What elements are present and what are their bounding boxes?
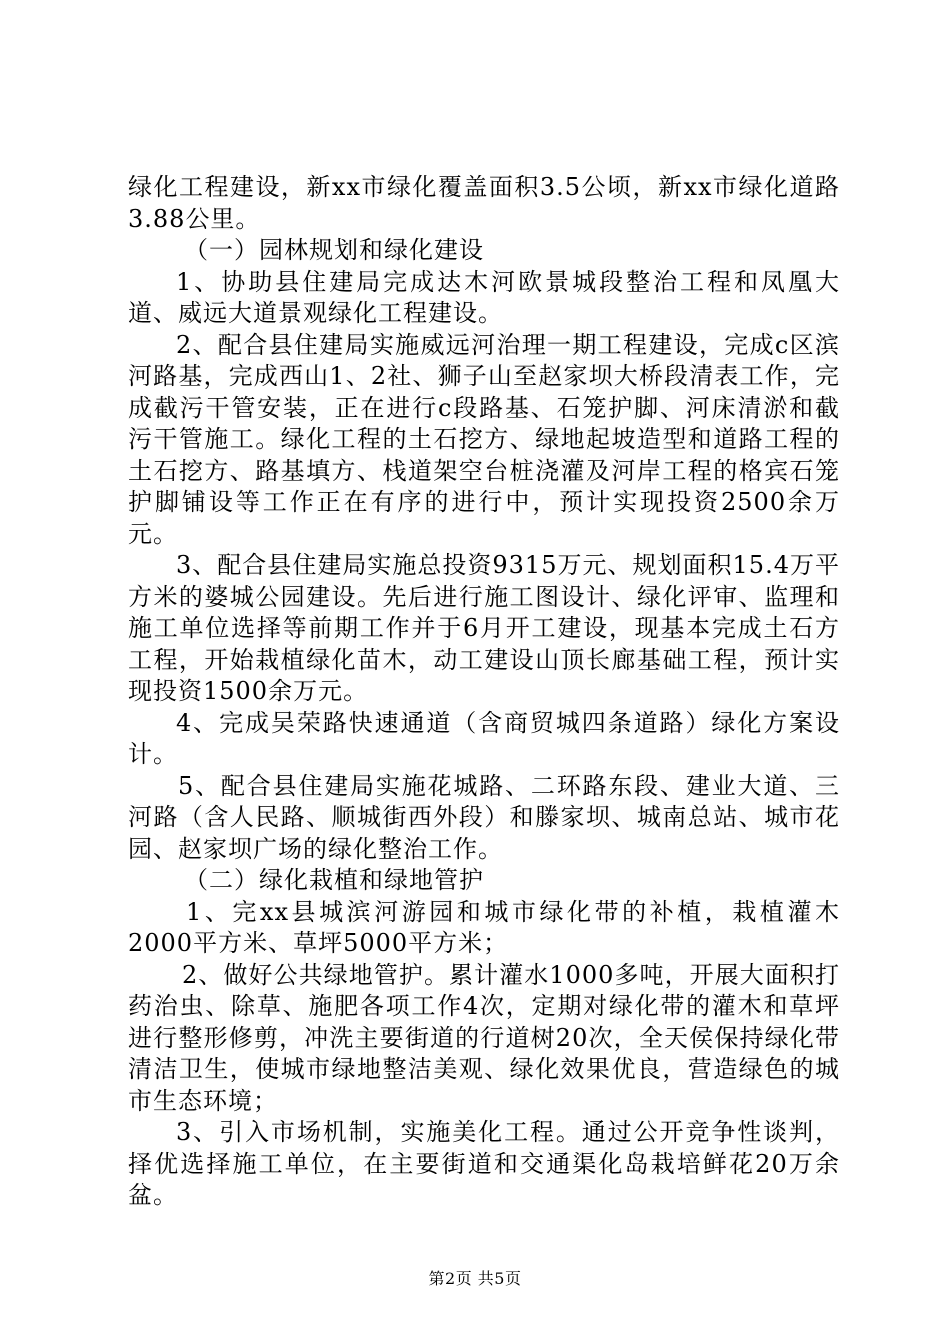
document-body xyxy=(128,172,840,1212)
paragraph-item-2: 2、配合县住建局实施威远河治理一期工程建设，完成c区滨河路基，完成西山1、2社、狮子山至赵家坝大桥段清表工作，完成截污干管安装，正在进行c段路基、石笼护脚、河床清淤和截污干管施工。绿化工程的土石挖方、绿地起坡造型和道路工程的土石挖方、路基填方、栈道架空台桩浇灌及河岸工程的格宾石笼护脚铺设等工作正在有序的进行中，预计实现投资2500余万元。 xyxy=(128,330,840,548)
paragraph-item-6: 1、完xx县城滨河游园和城市绿化带的补植，栽植灌木2000平方米、草坪5000平方米； xyxy=(128,897,840,957)
paragraph-item-5: 5、配合县住建局实施花城路、二环路东段、建业大道、三河路（含人民路、顺城街西外段）和滕家坝、城南总站、城市花园、赵家坝广场的绿化整治工作。 xyxy=(128,771,840,863)
paragraph-item-8: 3、引入市场机制，实施美化工程。通过公开竞争性谈判，择优选择施工单位，在主要街道和交通渠化岛栽培鲜花20万余盆。 xyxy=(128,1118,840,1209)
paragraph-continuation: 绿化工程建设，新xx市绿化覆盖面积3.5公顷，新xx市绿化道路3.88公里。 xyxy=(128,173,840,233)
paragraph-item-7: 2、做好公共绿地管护。累计灌水1000多吨，开展大面积打药治虫、除草、施肥各项工作4次，定期对绿化带的灌木和草坪进行整形修剪，冲洗主要街道的行道树20次，全天侯保持绿化带清洁卫生，使城市绿地整洁美观、绿化效果优良，营造绿色的城市生态环境； xyxy=(128,960,840,1115)
paragraph-item-1: 1、协助县住建局完成达木河欧景城段整治工程和凤凰大道、威远大道景观绿化工程建设。 xyxy=(128,267,840,327)
paragraph-item-4: 4、完成吴荣路快速通道（含商贸城四条道路）绿化方案设计。 xyxy=(128,708,840,768)
section-heading-2: （二）绿化栽植和绿地管护 xyxy=(184,866,484,894)
page-number-footer: 第2页 共5页 xyxy=(428,1269,522,1288)
paragraph-item-3: 3、配合县住建局实施总投资9315万元、规划面积15.4万平方米的婆城公园建设。先后进行施工图设计、绿化评审、监理和施工单位选择等前期工作并于6月开工建设，现基本完成土石方工程，开始栽植绿化苗木，动工建设山顶长廊基础工程，预计实现投资1500余万元。 xyxy=(128,551,840,705)
section-heading-1: （一）园林规划和绿化建设 xyxy=(184,236,484,264)
